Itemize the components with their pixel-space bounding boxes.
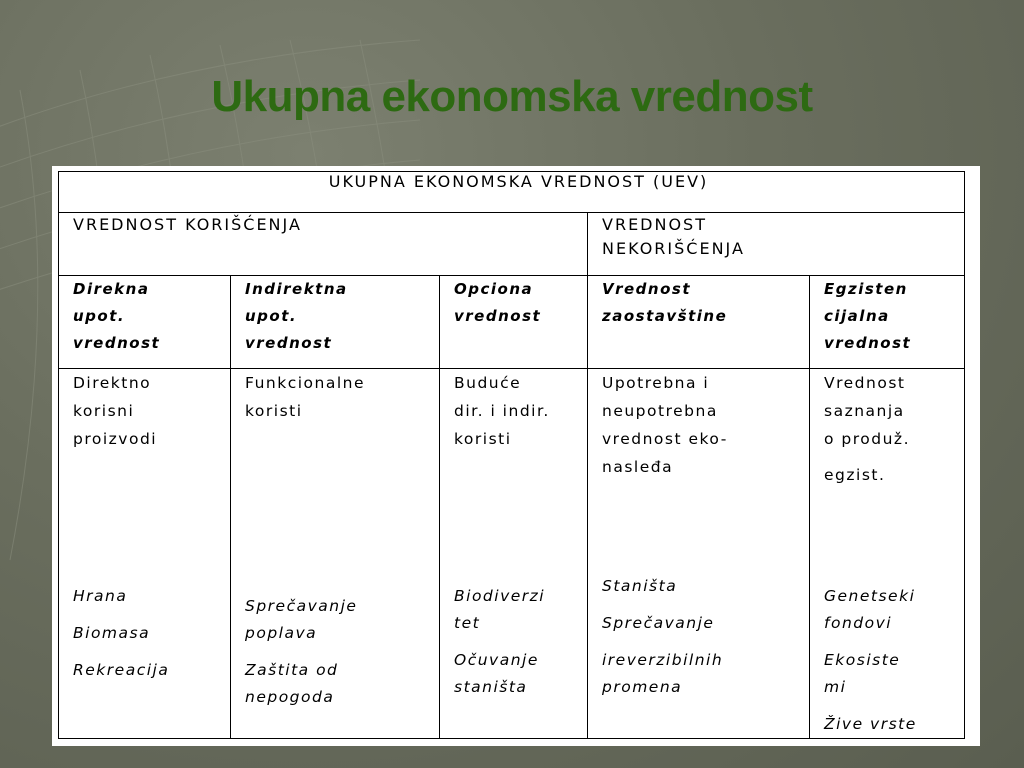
text-line: Ekosiste: [824, 651, 901, 669]
text-line: o produž.: [824, 430, 910, 448]
description: [245, 369, 439, 425]
text-line: proizvodi: [73, 430, 158, 448]
text-line: Upotrebna i: [602, 374, 710, 392]
description: [824, 369, 964, 489]
text-line: Biodiverzi: [454, 587, 546, 605]
text-line: saznanja: [824, 402, 905, 420]
text-line: Žive vrste: [824, 715, 917, 733]
text-line: Funkcionalne: [245, 374, 365, 392]
text-line: staništa: [454, 678, 528, 696]
text-line: Rekreacija: [73, 661, 170, 679]
text-line: upot.: [73, 307, 126, 325]
examples: [245, 593, 357, 721]
group-row: [59, 213, 965, 276]
description: [454, 369, 587, 453]
examples: [454, 583, 545, 711]
text-line: egzist.: [824, 466, 886, 484]
text-line: cijalna: [824, 307, 890, 325]
text-line: zaostavštine: [602, 307, 728, 325]
text-line: vrednost: [824, 334, 912, 352]
table-header-row: [59, 172, 965, 213]
table-panel: [52, 166, 980, 746]
detail-cell: [59, 369, 231, 739]
category-cell: [231, 276, 440, 369]
text-line: VREDNOST KORIŠĆENJA: [73, 215, 302, 234]
text-line: Zaštita od: [245, 661, 339, 679]
text-line: Sprečavanje: [602, 614, 715, 632]
category-cell: [440, 276, 588, 369]
text-line: Indirektna: [245, 280, 348, 298]
detail-cell: [810, 369, 965, 739]
text-line: nepogoda: [245, 688, 335, 706]
text-line: mi: [824, 678, 847, 696]
text-line: Direktno: [73, 374, 152, 392]
text-line: Staništa: [602, 577, 678, 595]
text-line: fondovi: [824, 614, 893, 632]
text-line: Očuvanje: [454, 651, 539, 669]
table-header: UKUPNA EKONOMSKA VREDNOST (UEV): [59, 172, 965, 213]
description: [602, 369, 809, 481]
text-line: Hrana: [73, 587, 128, 605]
text-line: poplava: [245, 624, 318, 642]
detail-cell: [588, 369, 810, 739]
examples: [602, 573, 723, 711]
group-use-value: [59, 213, 588, 276]
text-line: Genetseki: [824, 587, 916, 605]
uev-table: [58, 171, 965, 739]
text-line: Direkna: [73, 280, 150, 298]
category-cell: [59, 276, 231, 369]
text-line: korisni: [73, 402, 135, 420]
text-line: tet: [454, 614, 481, 632]
text-line: vrednost: [454, 307, 542, 325]
text-line: Opciona: [454, 280, 534, 298]
text-line: upot.: [245, 307, 298, 325]
text-line: Vrednost: [824, 374, 906, 392]
text-line: koristi: [454, 430, 512, 448]
text-line: Biomasa: [73, 624, 151, 642]
text-line: Vrednost: [602, 280, 691, 298]
text-line: Buduće: [454, 374, 522, 392]
category-cell: [588, 276, 810, 369]
slide-title: Ukupna ekonomska vrednost: [211, 72, 813, 121]
category-row: [59, 276, 965, 369]
text-line: dir. i indir.: [454, 402, 550, 420]
text-line: vrednost eko-: [602, 430, 728, 448]
text-line: koristi: [245, 402, 303, 420]
text-line: Egzisten: [824, 280, 908, 298]
detail-row: [59, 369, 965, 739]
detail-cell: [231, 369, 440, 739]
detail-cell: [440, 369, 588, 739]
examples: [824, 583, 917, 748]
text-line: vrednost: [245, 334, 333, 352]
description: [73, 369, 230, 453]
text-line: VREDNOST: [602, 215, 707, 234]
category-cell: [810, 276, 965, 369]
text-line: ireverzibilnih: [602, 651, 724, 669]
group-nonuse-value: [588, 213, 965, 276]
text-line: Sprečavanje: [245, 597, 358, 615]
text-line: vrednost: [73, 334, 161, 352]
text-line: nasleđa: [602, 458, 674, 476]
examples: [73, 583, 169, 694]
text-line: promena: [602, 678, 683, 696]
text-line: NEKORIŠĆENJA: [602, 239, 745, 258]
text-line: neupotrebna: [602, 402, 718, 420]
